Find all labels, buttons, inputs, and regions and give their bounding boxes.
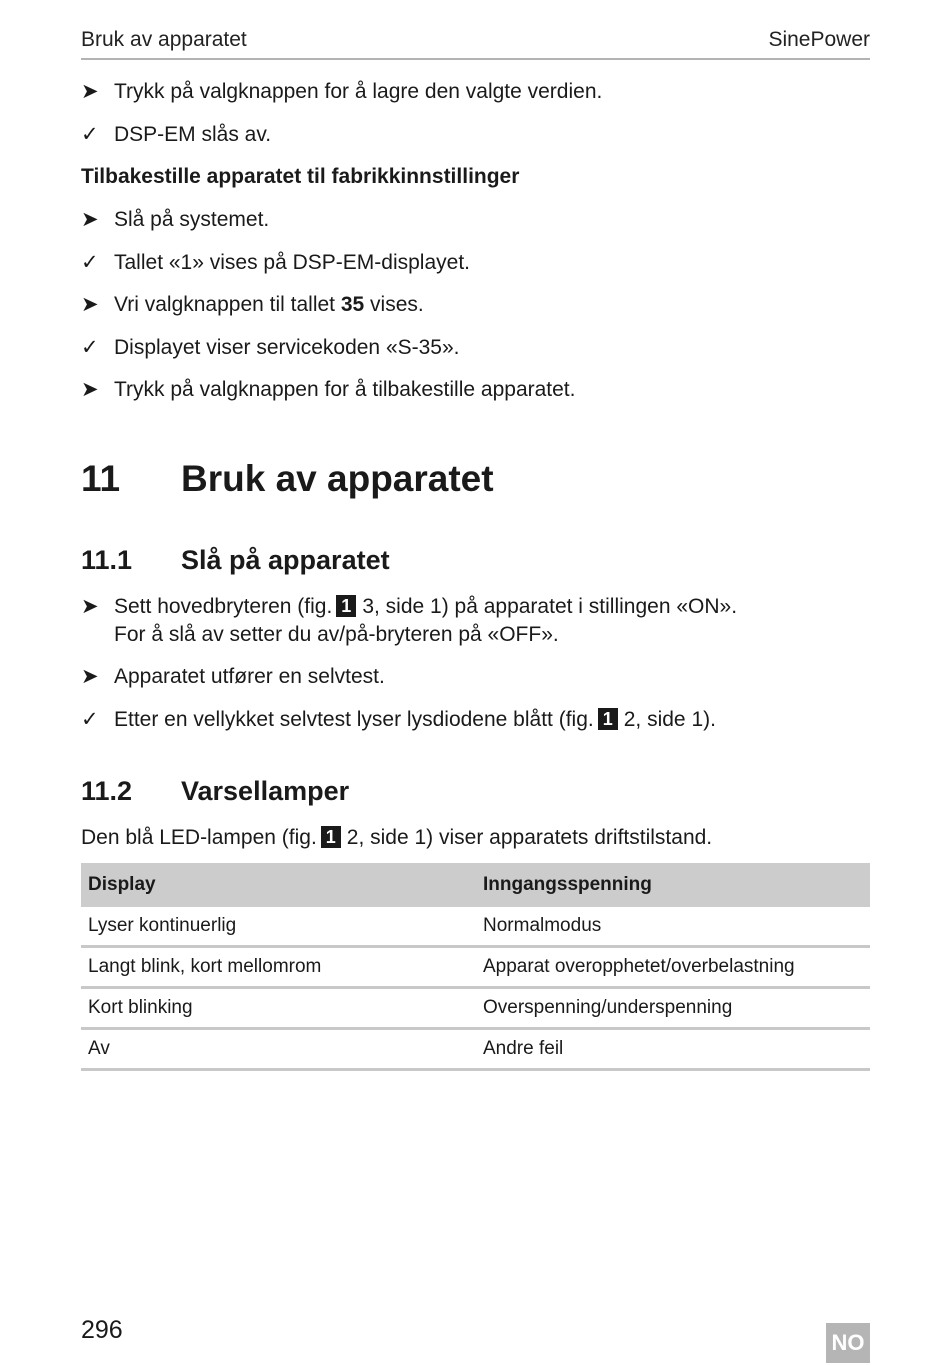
checkmark-icon: ✓	[81, 336, 99, 359]
number-35: 35	[340, 293, 365, 316]
indicator-table	[81, 863, 870, 1071]
table-cell-display: Lyser kontinuerlig	[81, 907, 476, 947]
running-header-section: Bruk av apparatet	[81, 28, 247, 51]
checkmark-icon: ✓	[81, 251, 99, 274]
table-cell-display: Kort blinking	[81, 988, 476, 1029]
reset-heading: Tilbakestille apparatet til fabrikkinnstillinger	[81, 165, 520, 188]
table-row	[81, 988, 870, 1029]
intro-text-start: Den blå LED-lampen (fig.	[81, 826, 317, 849]
result-text: DSP-EM slås av.	[114, 123, 272, 146]
step-text: Trykk på valgknappen for å tilbakestille apparatet.	[114, 378, 576, 401]
step-text-continued: For å slå av setter du av/på-bryteren på «OFF».	[114, 623, 559, 646]
checkmark-icon: ✓	[81, 123, 99, 146]
step-text	[114, 593, 737, 621]
action-arrow-icon: ➤	[81, 595, 99, 618]
section-number: 11.2	[81, 776, 133, 806]
running-header-product: SinePower	[768, 28, 870, 51]
header-rule	[81, 58, 870, 60]
result-text	[114, 706, 716, 734]
result-text: Displayet viser servicekoden «S-35».	[114, 336, 460, 359]
table-row	[81, 1029, 870, 1070]
table-cell-status: Apparat overopphetet/overbelastning	[476, 947, 870, 988]
section-title: Slå på apparatet	[181, 545, 390, 575]
table-cell-status: Andre feil	[476, 1029, 870, 1070]
column-header-display: Display	[81, 863, 476, 907]
step-text: Slå på systemet.	[114, 208, 270, 231]
action-arrow-icon: ➤	[81, 665, 99, 688]
language-tab: NO	[826, 1323, 870, 1363]
step-text-start: Sett hovedbryteren (fig.	[114, 595, 333, 618]
action-arrow-icon: ➤	[81, 208, 99, 231]
step-text-end: 3, side 1) på apparatet i stillingen «ON».	[362, 595, 738, 618]
page-number: 296	[81, 1316, 123, 1344]
table-row	[81, 907, 870, 947]
table-row	[81, 947, 870, 988]
intro-text-end: 2, side 1) viser apparatets driftstilstand.	[346, 826, 713, 849]
chapter-number: 11	[81, 458, 121, 499]
table-cell-display: Langt blink, kort mellomrom	[81, 947, 476, 988]
table-cell-status: Overspenning/underspenning	[476, 988, 870, 1029]
section-number: 11.1	[81, 545, 133, 575]
step-text: Apparatet utfører en selvtest.	[114, 665, 385, 688]
manual-page	[81, 0, 870, 1365]
result-text: Tallet «1» vises på DSP-EM-displayet.	[114, 251, 470, 274]
step-text-start: Vri valgknappen til tallet	[114, 293, 341, 316]
result-text-start: Etter en vellykket selvtest lyser lysdiodene blått (fig.	[114, 708, 594, 731]
result-text-end: 2, side 1).	[623, 708, 716, 731]
s112-intro	[81, 824, 712, 852]
step-text-end: vises.	[364, 293, 424, 316]
section-title: Varsellamper	[181, 776, 350, 806]
step-text	[114, 291, 424, 319]
figure-reference-badge: 1	[598, 708, 618, 730]
figure-reference-badge: 1	[336, 595, 356, 617]
table-cell-display: Av	[81, 1029, 476, 1070]
chapter-title: Bruk av apparatet	[181, 458, 494, 499]
figure-reference-badge: 1	[321, 826, 341, 848]
action-arrow-icon: ➤	[81, 378, 99, 401]
checkmark-icon: ✓	[81, 708, 99, 731]
table-cell-status: Normalmodus	[476, 907, 870, 947]
table-header-row	[81, 863, 870, 907]
action-arrow-icon: ➤	[81, 80, 99, 103]
step-text: Trykk på valgknappen for å lagre den valgte verdien.	[114, 80, 603, 103]
action-arrow-icon: ➤	[81, 293, 99, 316]
column-header-input-voltage: Inngangsspenning	[476, 863, 870, 907]
